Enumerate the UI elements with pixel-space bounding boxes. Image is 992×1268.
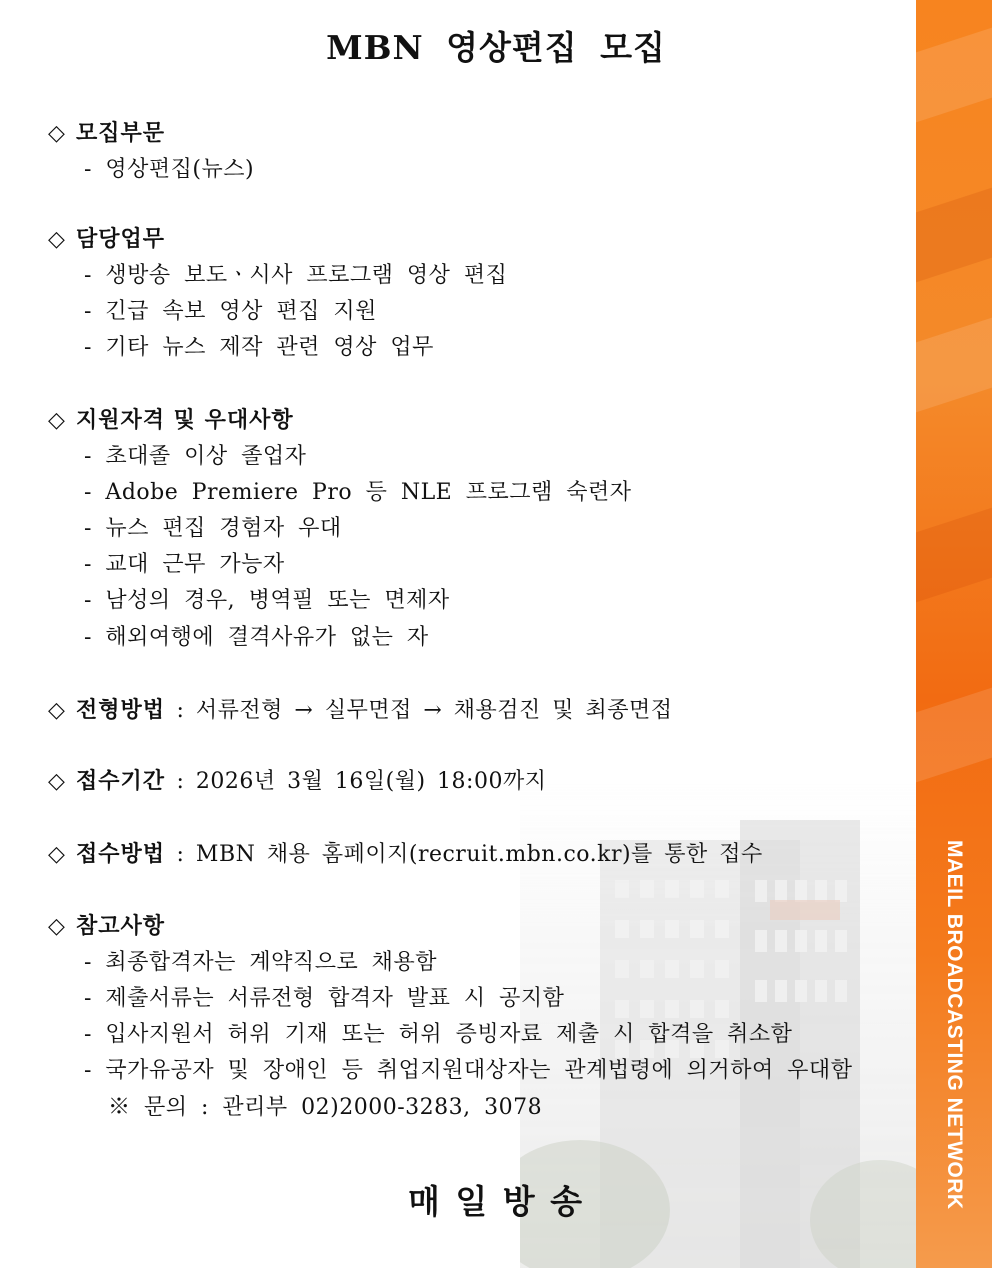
list-item: - 뉴스 편집 경험자 우대 <box>84 516 342 541</box>
section-heading-qualifications <box>48 403 294 434</box>
list-item: - 생방송 보도ㆍ시사 프로그램 영상 편집 <box>84 263 508 288</box>
section-heading-duties <box>48 222 165 253</box>
section-heading-method <box>48 837 763 868</box>
section-label: 접수방법 <box>76 841 166 867</box>
list-item: - 영상편집(뉴스) <box>84 157 255 182</box>
application-method-text: : MBN 채용 홈페이지(recruit.mbn.co.kr)를 통한 접수 <box>165 842 763 867</box>
contact-note: ※ 문의 : 관리부 02)2000-3283, 3078 <box>108 1095 543 1120</box>
list-item: - Adobe Premiere Pro 등 NLE 프로그램 숙련자 <box>84 480 632 505</box>
orange-sidebar-band <box>916 0 992 1268</box>
sidebar-stripe <box>916 688 992 783</box>
list-item: - 입사지원서 허위 기재 또는 허위 증빙자료 제출 시 합격을 취소함 <box>84 1022 793 1047</box>
list-item: - 최종합격자는 계약직으로 채용함 <box>84 950 437 975</box>
list-item: - 초대졸 이상 졸업자 <box>84 444 307 469</box>
section-label: 지원자격 및 우대사항 <box>76 407 294 433</box>
list-item: - 해외여행에 결격사유가 없는 자 <box>84 625 429 650</box>
section-label: 모집부문 <box>76 120 166 146</box>
list-item: - 남성의 경우, 병역필 또는 면제자 <box>84 588 450 613</box>
diamond-bullet-icon: ◇ <box>48 698 65 723</box>
sidebar-stripe <box>916 508 992 603</box>
list-item: - 기타 뉴스 제작 관련 영상 업무 <box>84 335 434 360</box>
selection-process-text: : 서류전형 → 실무면접 → 채용검진 및 최종면접 <box>165 698 673 723</box>
diamond-bullet-icon: ◇ <box>48 769 65 794</box>
list-item: - 교대 근무 가능자 <box>84 552 285 577</box>
list-item: - 제출서류는 서류전형 합격자 발표 시 공지함 <box>84 986 565 1011</box>
section-label: 전형방법 <box>76 697 166 723</box>
diamond-bullet-icon: ◇ <box>48 408 65 433</box>
sidebar-stripe <box>916 318 992 413</box>
section-heading-recruit-field <box>48 116 165 147</box>
list-item: - 국가유공자 및 장애인 등 취업지원대상자는 관계법령에 의거하여 우대함 <box>84 1058 853 1083</box>
page-title: MBN 영상편집 모집 <box>326 28 666 67</box>
diamond-bullet-icon: ◇ <box>48 914 65 939</box>
section-label: 접수기간 <box>76 768 166 794</box>
sidebar-stripe <box>916 188 992 283</box>
section-heading-period <box>48 764 546 795</box>
application-period-text: : 2026년 3월 16일(월) 18:00까지 <box>165 769 547 794</box>
diamond-bullet-icon: ◇ <box>48 842 65 867</box>
brand-name-vertical: MAEIL BROADCASTING NETWORK <box>943 840 966 1210</box>
diamond-bullet-icon: ◇ <box>48 121 65 146</box>
section-heading-selection <box>48 693 673 724</box>
section-heading-notes <box>48 909 165 940</box>
list-item: - 긴급 속보 영상 편집 지원 <box>84 299 377 324</box>
diamond-bullet-icon: ◇ <box>48 227 65 252</box>
company-name-footer: 매 일 방 송 <box>408 1182 584 1221</box>
section-label: 담당업무 <box>76 226 166 252</box>
section-label: 참고사항 <box>76 913 166 939</box>
